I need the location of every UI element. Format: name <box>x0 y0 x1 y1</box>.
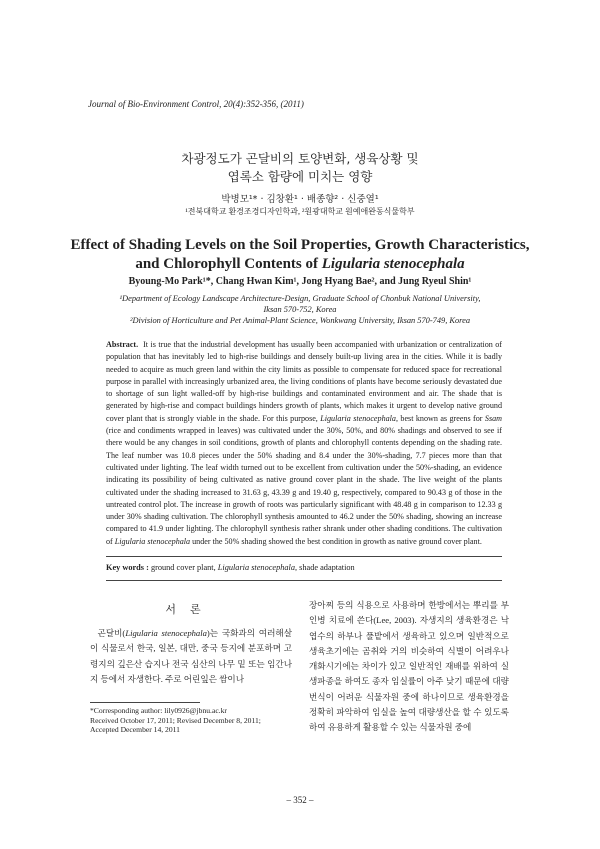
english-title <box>0 236 600 274</box>
abstract-species-1: Ligularia stenocephala <box>320 413 396 423</box>
footnote-divider <box>90 702 200 703</box>
abstract-text-2: , best known as greens for <box>395 413 485 423</box>
footnote-received: Received October 17, 2011; Revised December 8, 2011; <box>90 715 261 725</box>
english-title-line-2 <box>0 255 600 274</box>
footnote-corresponding-author: *Corresponding author: lily0926@jbnu.ac.kr <box>90 706 227 715</box>
english-title-line-1: Effect of Shading Levels on the Soil Properties, Growth Characteristics, <box>70 237 530 253</box>
abstract-text-4: under the 50% shading showed the best condition in growth as native ground cover plant. <box>190 536 482 546</box>
korean-affiliation: ¹전북대학교 환경조경디자인학과, ²원광대학교 원예애완동식물학부 <box>185 207 415 216</box>
english-title-prefix: and Chlorophyll Contents of <box>135 256 322 272</box>
korean-title-line-2: 엽록소 함량에 미치는 영향 <box>227 169 373 184</box>
left-column-text-2: )는 국화과의 여러해살이 식물로서 한국, 일본, 대만, 중국 등지에 분포하며 고령지의 깊은산 습지나 전국 심산의 나무 밑 또는 임간나지 등에서 자생한다. 주로 어린잎은 쌈이나 <box>90 628 293 684</box>
abstract-ssam: Ssam <box>484 413 502 423</box>
keywords-species: Ligularia stenocephala <box>217 563 295 572</box>
footnote <box>90 706 300 735</box>
left-column-text-1: 곤달비( <box>97 628 126 638</box>
keywords-divider <box>106 580 502 581</box>
keywords <box>106 563 355 572</box>
left-column-text <box>90 626 292 687</box>
korean-title-line-1: 차광정도가 곤달비의 토양변화, 생육상황 및 <box>181 151 419 166</box>
korean-title <box>0 150 600 186</box>
abstract-label: Abstract. <box>106 340 139 349</box>
english-affiliation-1-line-1: ¹Department of Ecology Landscape Architecture-Design, Graduate School of Chonbuk National University, <box>119 294 481 303</box>
page-number: – 352 – <box>286 795 314 805</box>
keywords-label: Key words : <box>106 563 149 572</box>
keywords-text-1: ground cover plant, <box>148 563 218 572</box>
english-affiliation-1 <box>0 293 600 315</box>
abstract-text-3: (rice and condiments wrapped in leaves) was cultivated under the 30%, 50%, and 80% shadings and observed to see if there would be any changes in soil conditions, growth of plants and chlorophyll contents depending on the shading rate. The leaf number was 10.8 pieces under the 50% shading and 8.4 under the 30%-shading, 7.7 pieces more than that cultivated under lighting. The leaf width turned out to be excellent from cultivation under the 50%-shading, an evidence indicating its possibility of being cultivated as native ground cover plant in the shade. The live weight of the plants cultivated under the shading increased to 31.63 g, 43.39 g and 19.40 g, respectively, compared to 90.43 g of those in the untreated control plot. The increase in growth of roots was particularly significant with 48.48 g in comparison to 12.33 g under 30% shading cultivation. The chlorophyll synthesis amounted to 46.2 under the 50% shading, showing an increase compared to 41.9 under lighting. The chlorophyll synthesis rather shrank under other shading conditions. The cultivation of <box>106 426 502 546</box>
english-affiliation-2: ²Division of Horticulture and Pet Animal-Plant Science, Wonkwang University, Iksan 570-749, Korea <box>129 316 471 325</box>
section-heading-introduction: 서론 <box>165 603 215 616</box>
footnote-accepted: Accepted December 14, 2011 <box>90 725 180 735</box>
left-column-species: Ligularia stenocephala <box>125 628 207 638</box>
english-affiliation-1-line-2: Iksan 570-752, Korea <box>263 305 337 314</box>
abstract-divider <box>106 556 502 557</box>
keywords-text-2: , shade adaptation <box>295 563 355 572</box>
abstract-species-2: Ligularia stenocephala <box>114 536 191 546</box>
english-authors: Byoung-Mo Park¹*, Chang Hwan Kim¹, Jong Hyang Bae², and Jung Ryeul Shin¹ <box>128 276 472 287</box>
korean-authors: 박병모¹* · 김창환¹ · 배종향² · 신중열¹ <box>221 194 379 205</box>
journal-citation: Journal of Bio-Environment Control, 20(4):352-356, (2011) <box>88 99 304 109</box>
right-column-text: 장아찌 등의 식용으로 사용하며 한방에서는 뿌리를 부인병 치료에 쓴다(Lee, 2003). 자생지의 생육환경은 낙엽수의 하부나 풀밭에서 생육하고 있으며 일반적으로 생육초기에는 곰취와 거의 비슷하여 식별이 어려우나 개화시기에는 차이가 있고 일반적인 재배를 위하여 실생파종을 하여도 종자 임실률이 아주 낮기 때문에 대량번식이 어려운 식물자원 중에 하나이므로 생육환경을 정확히 파악하여 임실을 높여 대량생산을 할 수 있도록 하여 유용하게 활용할 수 있는 식물자원 중에 <box>309 600 509 733</box>
abstract <box>106 339 502 548</box>
english-title-species: Ligularia stenocephala <box>321 256 465 272</box>
abstract-text-1: It is true that the industrial development has usually been accompanied with urbanization or centralization of population that has inevitably led to high-rise buildings and densely built-up living area in the cities. While it is badly needed to acquire as much green land within the city limits as possible to compensate for reduced space for recreational purpose in parallel with increasingly urbanized area, the living conditions of plants have become seriously devastated due to shortage of sun light walled-off by high-rise buildings and contaminated environment and air. The shade that is generated by high-rise and compact buildings hinders growth of plants, which makes it urgent to develop native ground cover plant that is strongly viable in the shade. For this purpose, <box>106 340 502 423</box>
